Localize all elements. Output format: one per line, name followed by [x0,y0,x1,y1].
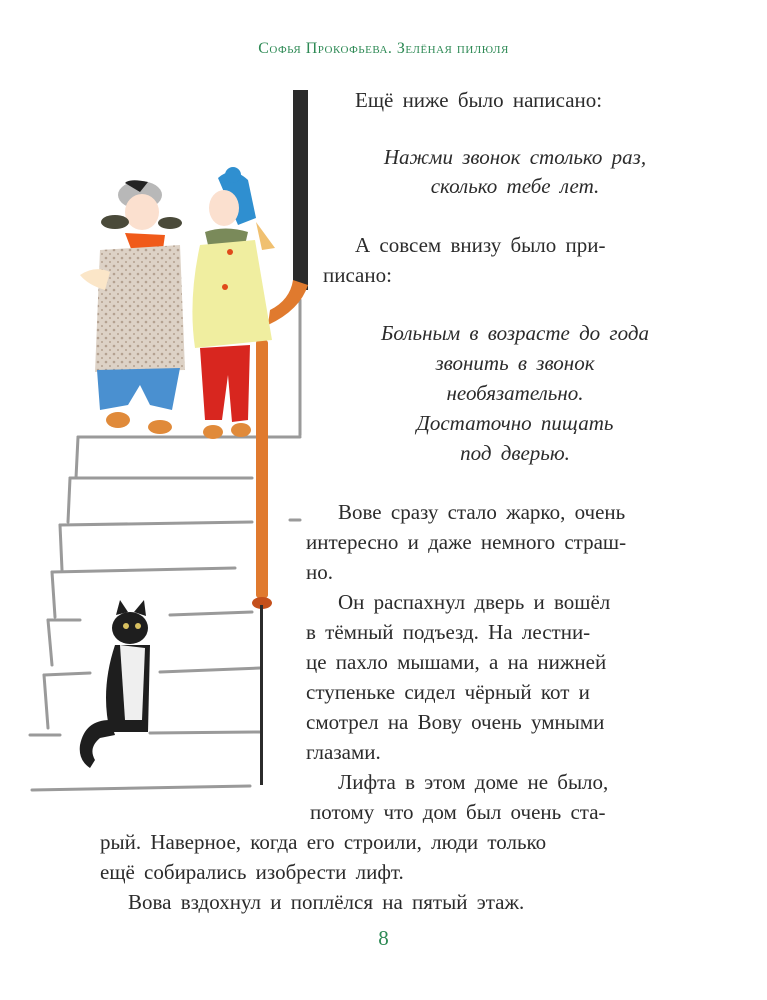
sign2-line: необязательно. [446,381,584,405]
paragraph-line: Лифта в этом доме не было, [338,770,609,794]
paragraph-line: ступеньке сидел чёрный кот и [306,680,590,704]
paragraph-line: интересно и даже немного страш- [306,530,627,554]
handrail [256,340,268,598]
sign2-line: Достаточно пищать [416,411,614,435]
wall-pole [293,90,308,290]
paragraph-line: А совсем внизу было при- [355,233,606,257]
page-number: 8 [378,926,389,950]
cat-figure [80,600,150,768]
sign2-line: под дверью. [460,441,570,465]
sign2-line: Больным в возрасте до года [381,321,649,345]
paragraph-line: Он распахнул дверь и вошёл [338,590,611,614]
boy-figure [80,180,185,434]
sign2-line: звонить в звонок [435,351,595,375]
paragraph-line: Вове сразу стало жарко, очень [338,500,626,524]
paragraph-line: Вова вздохнул и поплёлся на пятый этаж. [128,890,525,914]
paragraph-line: глазами. [306,740,381,764]
girl-figure [192,167,275,439]
paragraph-line: в тёмный подъезд. На лестни- [306,620,591,644]
paragraph-line: потому что дом был очень ста- [310,800,606,824]
running-title: Софья Прокофьева. Зелёная пилюля [258,40,509,57]
paragraph-line: писано: [323,263,392,287]
paragraph-line: рый. Наверное, когда его строили, люди только [100,830,547,854]
stairs [30,300,300,790]
paragraph-line: ещё собирались изобрести лифт. [100,860,404,884]
sign-line-2: сколько тебе лет. [430,174,600,198]
paragraph-line: це пахло мышами, а на нижней [306,650,607,674]
paragraph-line: смотрел на Вову очень умными [306,710,605,734]
paragraph-intro: Ещё ниже было написано: [355,88,603,112]
paragraph-line: но. [306,560,333,584]
sign-line-1: Нажми звонок столько раз, [383,145,647,169]
